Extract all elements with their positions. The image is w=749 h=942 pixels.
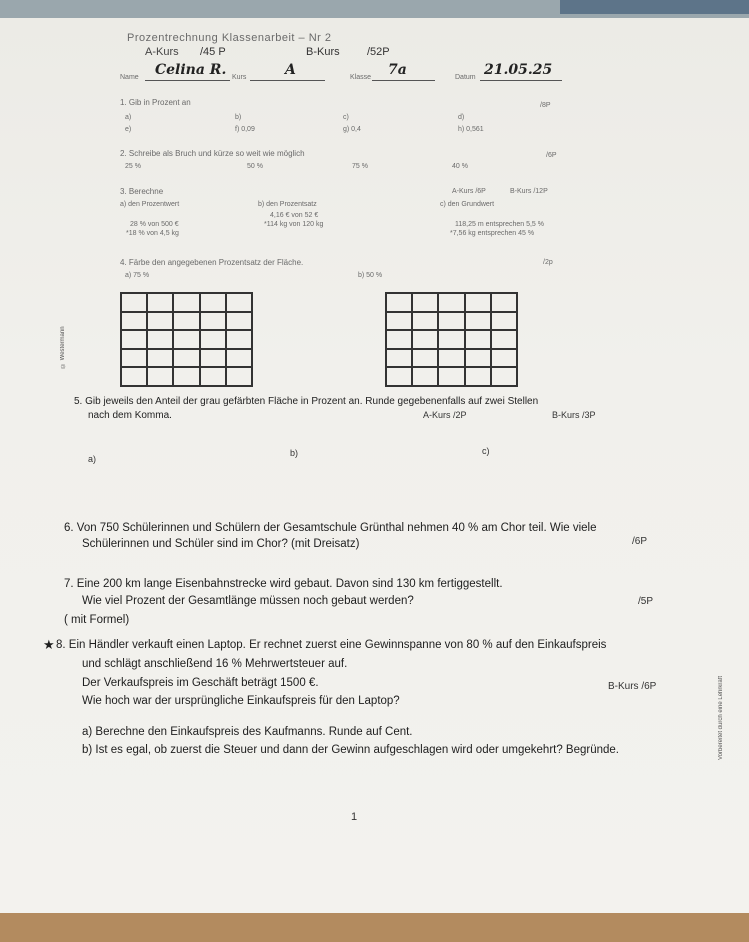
task3-points-a: A-Kurs /6P (452, 188, 486, 195)
task8-points: B-Kurs /6P (608, 681, 657, 692)
task3-a-2: *18 % von 4,5 kg (126, 230, 179, 237)
task1-item-c: c) (343, 114, 349, 121)
task3-b-1: 4,16 € von 52 € (270, 212, 319, 219)
task2-item-2: 50 % (247, 163, 263, 170)
task3-title: 3. Berechne (120, 187, 164, 196)
copyright-side-text: © Westermann (60, 326, 66, 368)
task3-c-label: c) den Grundwert (440, 201, 495, 208)
task7-line1: 7. Eine 200 km lange Eisenbahnstrecke wird gebaut. Davon sind 130 km fertiggestellt. (64, 578, 503, 590)
task8-sub-a: a) Berechne den Einkaufspreis des Kaufmanns. Runde auf Cent. (82, 726, 413, 738)
a-kurs-points: /45 P (200, 46, 226, 58)
datum-label: Datum (455, 74, 476, 81)
task8-line1: 8. Ein Händler verkauft einen Laptop. Er rechnet zuerst eine Gewinnspanne von 80 % auf den Einkaufspreis (56, 639, 607, 651)
background-top-dark (560, 0, 749, 14)
task5-title: 5. Gib jeweils den Anteil der grau gefärbten Fläche in Prozent an. Runde gegebenenfalls auf zwei Stellen (74, 396, 539, 407)
side-note-text: Vorbereitet durch eine Lehrkraft (718, 675, 724, 760)
datum-value: 21.05.25 (484, 62, 553, 78)
task4-b-label: b) 50 % (358, 272, 383, 279)
task6-points: /6P (632, 536, 648, 547)
task1-title: 1. Gib in Prozent an (120, 98, 191, 107)
task5-b-label: b) (290, 448, 299, 458)
page-number: 1 (351, 811, 358, 823)
task6-line1: 6. Von 750 Schülerinnen und Schülern der Gesamtschule Grünthal nehmen 40 % am Chor teil. Wie viele (64, 522, 597, 534)
task1-item-g: g) 0,4 (343, 126, 361, 133)
task1-item-f: f) 0,09 (235, 126, 255, 133)
task7-line3: ( mit Formel) (64, 614, 130, 626)
task8-line2: und schlägt anschließend 16 % Mehrwertsteuer auf. (82, 658, 348, 670)
task3-points-b: B-Kurs /12P (510, 188, 548, 195)
b-kurs-points: /52P (367, 46, 390, 58)
task1-points: /8P (540, 102, 551, 109)
name-label: Name (120, 74, 139, 81)
kurs-value: A (285, 62, 296, 78)
worksheet-title: Prozentrechnung Klassenarbeit – Nr 2 (127, 32, 332, 44)
worksheet (0, 18, 749, 913)
background-table (0, 913, 749, 942)
a-kurs-label: A-Kurs (145, 46, 179, 58)
task6-line2: Schülerinnen und Schüler sind im Chor? (mit Dreisatz) (82, 538, 360, 550)
task5-a-label: a) (88, 454, 97, 464)
task5-title-2: nach dem Komma. (88, 410, 172, 421)
task3-b-2: *114 kg von 120 kg (264, 221, 324, 228)
task7-line2: Wie viel Prozent der Gesamtlänge müssen noch gebaut werden? (82, 595, 414, 607)
task3-a-1: 28 % von 500 € (130, 221, 179, 228)
task7-points: /5P (638, 596, 654, 607)
task8-line3: Der Verkaufspreis im Geschäft beträgt 1500 €. (82, 677, 319, 689)
task4-grid-a[interactable] (120, 292, 253, 387)
task2-item-3: 75 % (352, 163, 368, 170)
task3-c-2: *7,56 kg entsprechen 45 % (450, 230, 535, 237)
task2-title: 2. Schreibe als Bruch und kürze so weit wie möglich (120, 149, 305, 158)
task3-b-label: b) den Prozentsatz (258, 201, 317, 208)
task1-item-a: a) (125, 114, 132, 121)
klasse-label: Klasse (350, 74, 372, 81)
task1-item-e: e) (125, 126, 132, 133)
task3-c-1: 118,25 m entsprechen 5,5 % (455, 221, 544, 228)
task3-a-label: a) den Prozentwert (120, 201, 180, 208)
b-kurs-label: B-Kurs (306, 46, 340, 58)
task4-title: 4. Färbe den angegebenen Prozentsatz der Fläche. (120, 258, 304, 267)
name-value: Celina R. (155, 62, 227, 78)
task8-sub-b: b) Ist es egal, ob zuerst die Steuer und dann der Gewinn aufgeschlagen wird oder umgekehrt? Begründe. (82, 744, 620, 756)
task4-points: /2p (543, 259, 553, 266)
task8-star-icon: ★ (43, 637, 55, 652)
task1-item-h: h) 0,561 (458, 126, 484, 133)
task8-line4: Wie hoch war der ursprüngliche Einkaufspreis für den Laptop? (82, 695, 400, 707)
task5-points-a: A-Kurs /2P (423, 410, 467, 420)
klasse-value: 7a (388, 62, 407, 78)
task1-item-b: b) (235, 114, 242, 121)
task5-points-b: B-Kurs /3P (552, 410, 596, 420)
task5-c-label: c) (482, 446, 490, 456)
task1-item-d: d) (458, 114, 465, 121)
task2-item-4: 40 % (452, 163, 468, 170)
kurs-label: Kurs (232, 74, 247, 81)
task2-item-1: 25 % (125, 163, 141, 170)
task4-grid-b[interactable] (385, 292, 518, 387)
task2-points: /6P (546, 152, 557, 159)
task4-a-label: a) 75 % (125, 272, 150, 279)
